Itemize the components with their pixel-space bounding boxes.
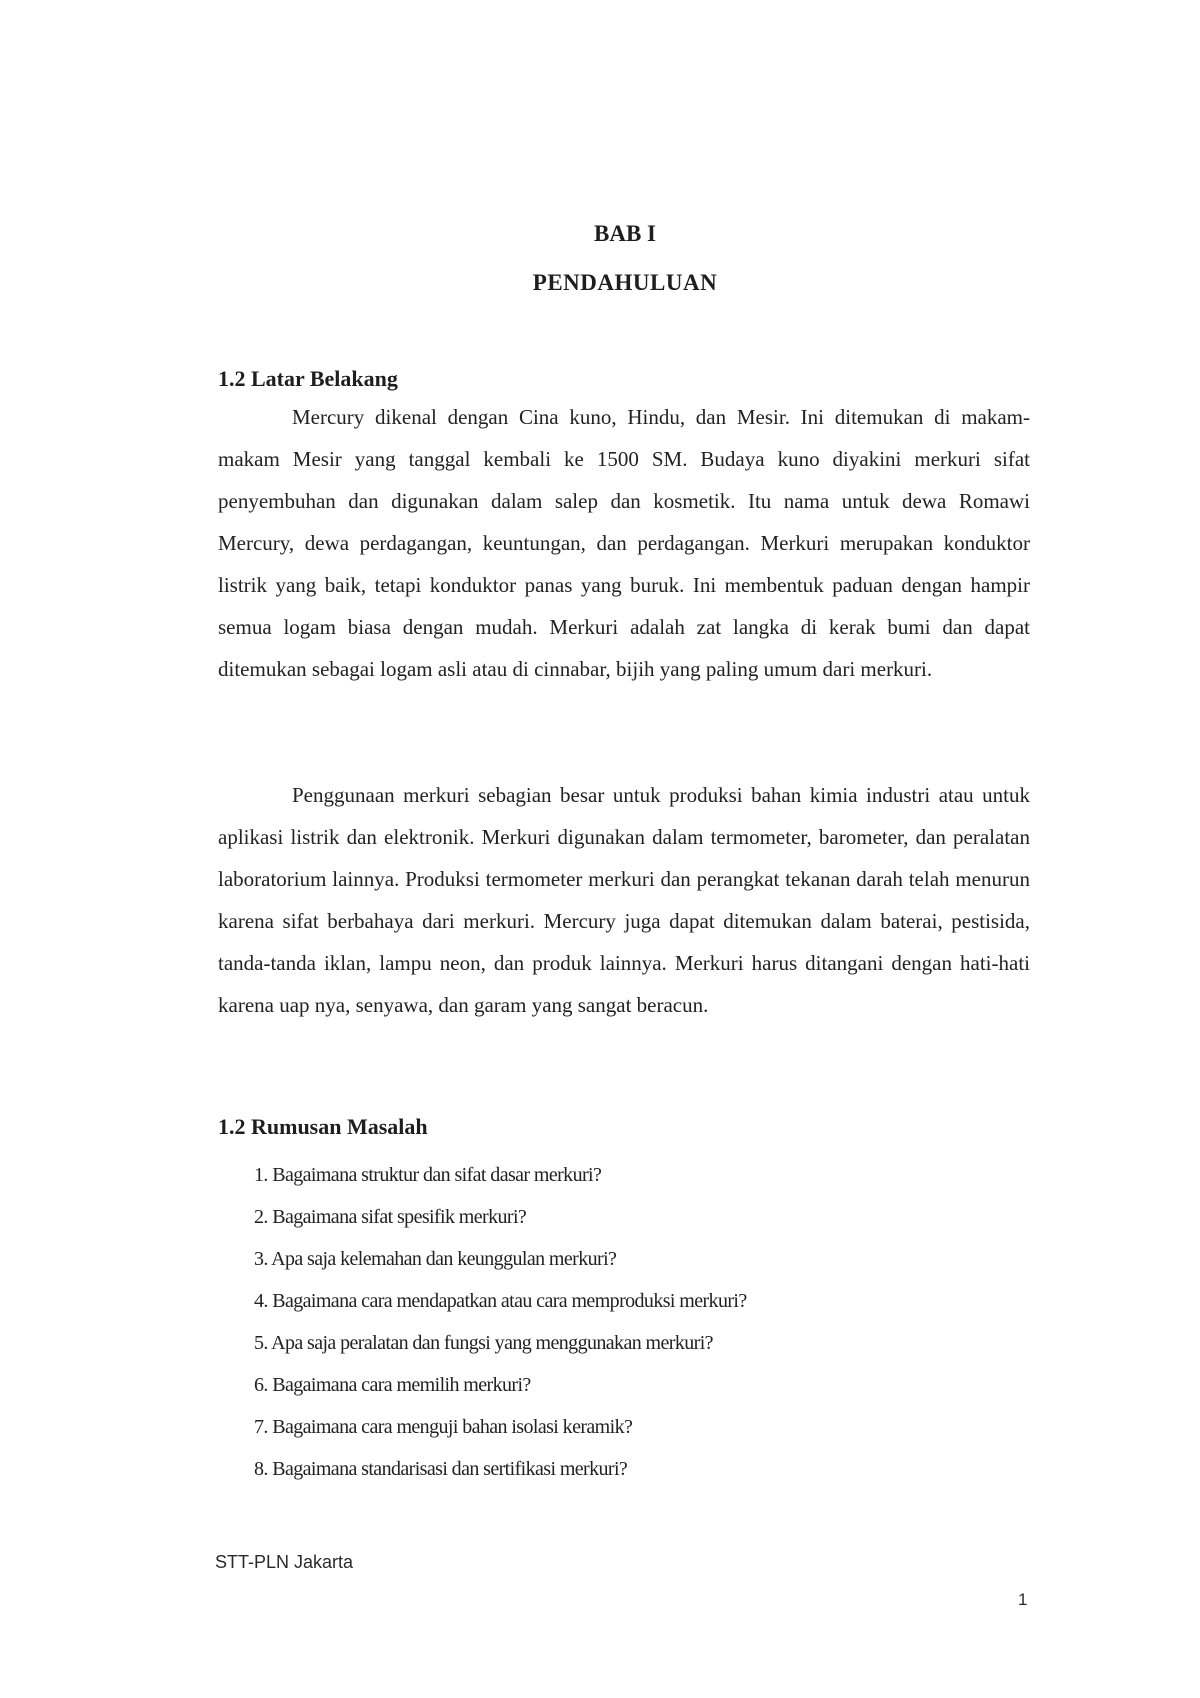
list-item: 5. Apa saja peralatan dan fungsi yang menggunakan merkuri?	[254, 1332, 713, 1354]
list-item: 2. Bagaimana sifat spesifik merkuri?	[254, 1206, 527, 1228]
list-item: 6. Bagaimana cara memilih merkuri?	[254, 1374, 531, 1396]
chapter-title: PENDAHULUAN	[532, 270, 718, 295]
section-heading-rumusan-masalah: 1.2 Rumusan Masalah	[218, 1114, 428, 1139]
list-item: 3. Apa saja kelemahan dan keunggulan merkuri?	[254, 1248, 617, 1270]
paragraph-text: Mercury dikenal dengan Cina kuno, Hindu, dan Mesir. Ini ditemukan di makam-makam Mesir yang tanggal kembali ke 1500 SM. Budaya kuno diyakini merkuri sifat penyembuhan dan digunakan dalam salep dan kosmetik. Itu nama untuk dewa Romawi Mercury, dewa perdagangan, keuntungan, dan perdagangan. Merkuri merupakan konduktor listrik yang baik, tetapi konduktor panas yang buruk. Ini membentuk paduan dengan hampir semua logam biasa dengan mudah. Merkuri adalah zat langka di kerak bumi dan dapat ditemukan sebagai logam asli atau di cinnabar, bijih yang paling umum dari merkuri.	[218, 405, 1030, 681]
section-heading-latar-belakang: 1.2 Latar Belakang	[218, 366, 398, 391]
problem-list	[254, 1154, 747, 1490]
list-item: 7. Bagaimana cara menguji bahan isolasi keramik?	[254, 1416, 633, 1438]
chapter-label: BAB I	[594, 221, 656, 246]
paragraph-background-1	[218, 396, 1030, 690]
page-number: 1	[1018, 1590, 1028, 1609]
paragraph-text: Penggunaan merkuri sebagian besar untuk produksi bahan kimia industri atau untuk aplikasi listrik dan elektronik. Merkuri digunakan dalam termometer, barometer, dan peralatan laboratorium lainnya. Produksi termometer merkuri dan perangkat tekanan darah telah menurun karena sifat berbahaya dari merkuri. Mercury juga dapat ditemukan dalam baterai, pestisida, tanda-tanda iklan, lampu neon, dan produk lainnya. Merkuri harus ditangani dengan hati-hati karena uap nya, senyawa, dan garam yang sangat beracun.	[218, 783, 1030, 1017]
paragraph-background-2	[218, 774, 1030, 1026]
footer-institution: STT-PLN Jakarta	[215, 1552, 354, 1572]
list-item: 1. Bagaimana struktur dan sifat dasar merkuri?	[254, 1164, 602, 1186]
list-item: 8. Bagaimana standarisasi dan sertifikasi merkuri?	[254, 1458, 628, 1480]
list-item: 4. Bagaimana cara mendapatkan atau cara memproduksi merkuri?	[254, 1290, 747, 1312]
